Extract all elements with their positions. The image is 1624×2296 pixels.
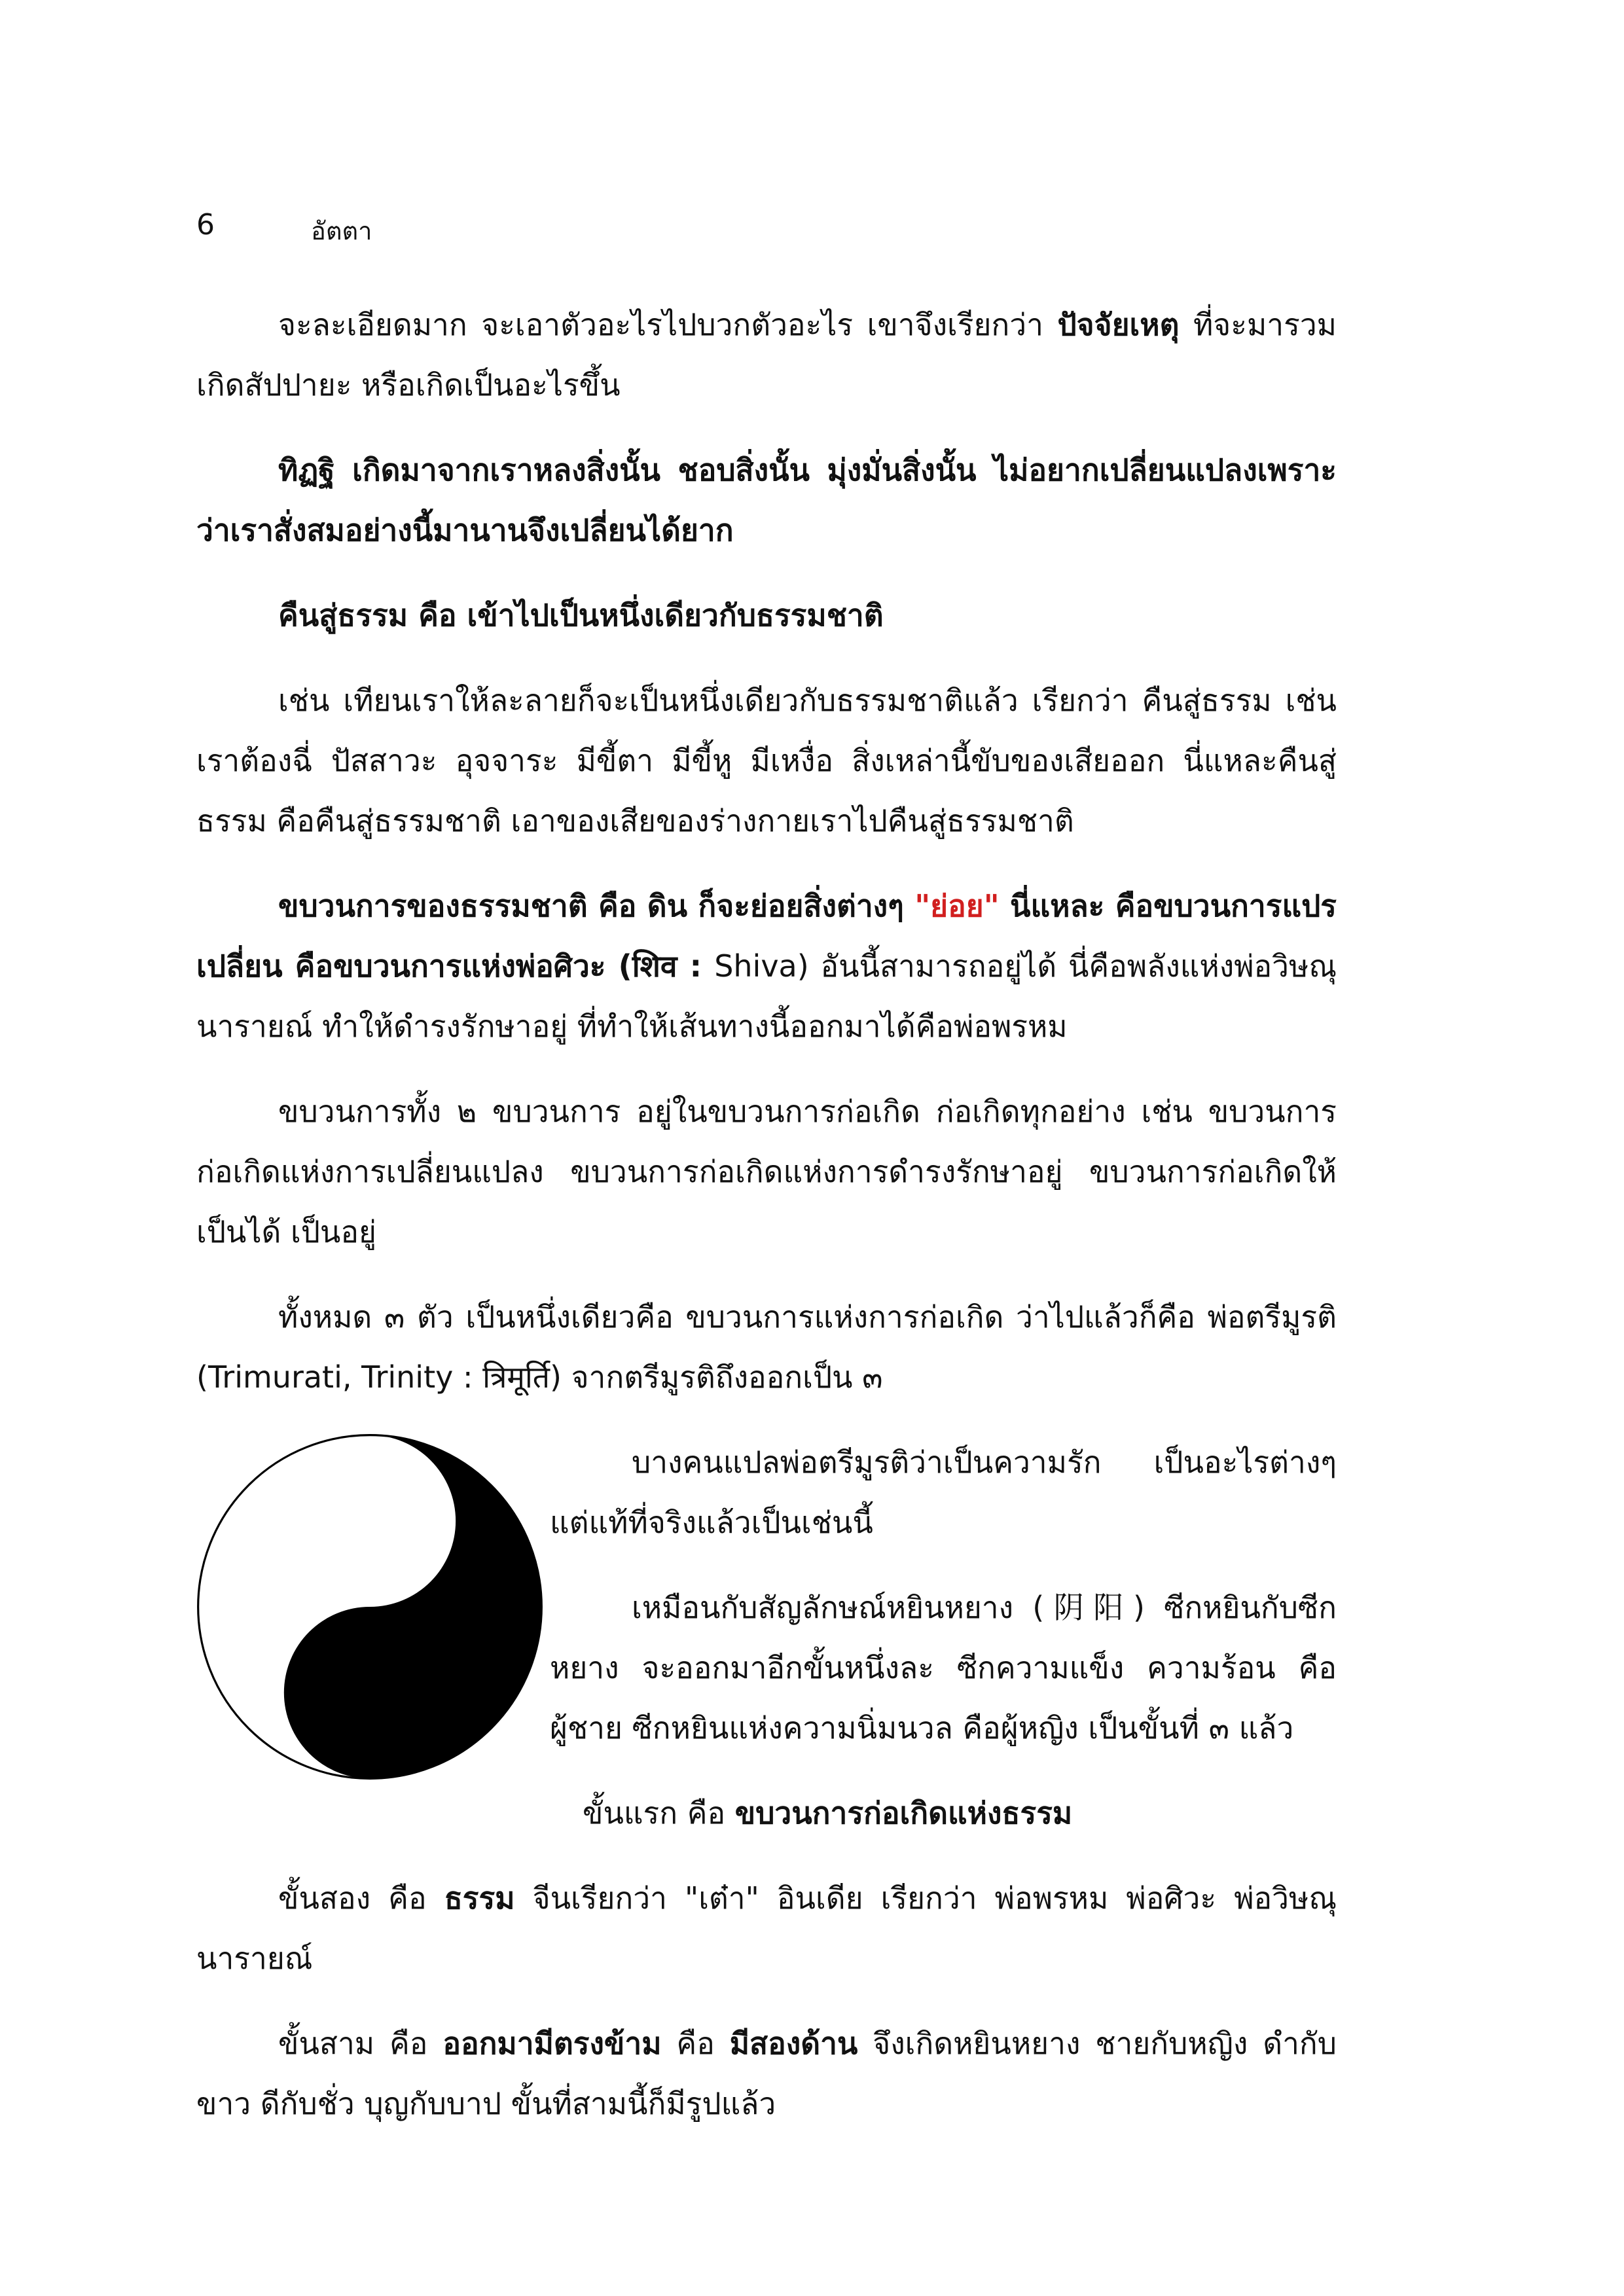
paragraph-5 xyxy=(196,876,1337,1056)
text-run: เช่น เทียนเราให้ละลายก็จะเป็นหนึ่งเดียวกับธรรมชาติแล้ว เรียกว่า คืนสู่ธรรม เช่น เราต้องฉี่ ปัสสาวะ อุจจาระ มีขี้ตา มีขี้หู มีเหงื่อ สิ่งเหล่านี้ขับของเสียออก นี่แหละคืนสู่ธรรม คือคืนสู่ธรรมชาติ เอาของเสียของร่างกายเราไปคืนสู่ธรรมชาติ xyxy=(196,683,1337,838)
text-run: ทั้งหมด ๓ ตัว เป็นหนึ่งเดียวคือ ขบวนการแห่งการก่อเกิด ว่าไปแล้วก็คือ พ่อตรีมูรติ (Trimurati, Trinity : xyxy=(196,1299,1337,1395)
bold-run: ออกมามีตรงข้าม xyxy=(442,2026,662,2061)
text-run: ขบวนการทั้ง ๒ ขบวนการ อยู่ในขบวนการก่อเกิด ก่อเกิดทุกอย่าง เช่น ขบวนการก่อเกิดแห่งการเปลี่ยนแปลง ขบวนการก่อเกิดแห่งการดำรงรักษาอยู่ ขบวนการก่อเกิดให้เป็นได้ เป็นอยู่ xyxy=(196,1094,1337,1249)
text-run: จีนเรียกว่า "เต๋า" อินเดีย เรียกว่า พ่อพรหม พ่อศิวะ พ่อวิษณุนารายณ์ xyxy=(196,1880,1337,1976)
paragraph-2 xyxy=(196,440,1337,560)
text-run: ขั้นสอง คือ xyxy=(278,1880,444,1916)
paragraph-11 xyxy=(196,1868,1337,1988)
text-run: เหมือนกับสัญลักษณ์หยินหยาง ( xyxy=(632,1590,1045,1625)
bold-run: คืนสู่ธรรม คือ เข้าไปเป็นหนึ่งเดียวกับธรรมชาติ xyxy=(278,598,884,633)
bold-run: ขบวนการของธรรมชาติ คือ ดิน ก็จะย่อยสิ่งต่างๆ xyxy=(278,888,915,924)
text-run: ) ซีกหยินกับซีกหยาง จะออกมาอีกขั้นหนึ่งละ ซีกความแข็ง ความร้อน คือผู้ชาย ซีกหยินแห่งความนิ่มนวล คือผู้หญิง เป็นขั้นที่ ๓ แล้ว xyxy=(550,1590,1337,1746)
paragraph-12 xyxy=(196,2013,1337,2134)
bold-run: นี่แหละ คือขบวนการแปรเปลี่ยน คือขบวนการแห่งพ่อศิวะ (शिव : xyxy=(196,888,1337,984)
page-number: 6 xyxy=(196,208,215,242)
paragraph-7 xyxy=(196,1287,1337,1407)
text-run: Shiva) อันนี้สามารถอยู่ได้ นี่คือพลังแห่งพ่อวิษณุนารายณ์ ทำให้ดำรงรักษาอยู่ ที่ทำให้เส้นทางนี้ออกมาได้คือพ่อพรหม xyxy=(196,948,1337,1044)
paragraph-10 xyxy=(196,1783,1337,1843)
text-run: ที่จะมารวมเกิดสัปปายะ หรือเกิดเป็นอะไรขึ้น xyxy=(196,307,1337,403)
text-run: ขั้นสาม คือ xyxy=(278,2026,443,2061)
yin-yang-icon xyxy=(196,1433,543,1780)
text-run: จึงเกิดหยินหยาง ชายกับหญิง ดำกับขาว ดีกับชั่ว บุญกับบาป ขั้นที่สามนี้ก็มีรูปแล้ว xyxy=(196,2026,1337,2121)
text-run: บางคนแปลพ่อตรีมูรติว่าเป็นความรัก เป็นอะไรต่างๆ แต่แท้ที่จริงแล้วเป็นเช่นนี้ xyxy=(550,1444,1337,1540)
text-run: ขั้นแรก คือ xyxy=(583,1795,735,1831)
chinese-term: 阴阳 xyxy=(1044,1590,1133,1625)
running-title: อัตตา xyxy=(311,217,372,245)
body-text xyxy=(196,295,1337,2159)
paragraph-1 xyxy=(196,295,1337,415)
bold-run: ขบวนการก่อเกิดแห่งธรรม xyxy=(734,1795,1073,1831)
text-run: จะละเอียดมาก จะเอาตัวอะไรไปบวกตัวอะไร เขาจึงเรียกว่า xyxy=(278,307,1058,342)
bold-run: ทิฏฐิ เกิดมาจากเราหลงสิ่งนั้น ชอบสิ่งนั้น มุ่งมั่นสิ่งนั้น ไม่อยากเปลี่ยนแปลงเพราะว่าเราสั่งสมอย่างนี้มานานจึงเปลี่ยนได้ยาก xyxy=(196,452,1337,548)
bold-run: ธรรม xyxy=(444,1880,515,1916)
text-run: ) จากตรีมูรติถึงออกเป็น ๓ xyxy=(550,1359,883,1395)
figure-wrap xyxy=(196,1432,1337,1783)
paragraph-4 xyxy=(196,670,1337,851)
bold-run: ปัจจัยเหตุ xyxy=(1057,307,1180,342)
paragraph-6 xyxy=(196,1081,1337,1262)
red-highlight: "ย่อย" xyxy=(914,888,1000,924)
bold-run: มีสองด้าน xyxy=(729,2026,858,2061)
sanskrit-term: त्रिमूर्ति xyxy=(482,1359,550,1395)
text-run: คือ xyxy=(661,2026,730,2061)
paragraph-3 xyxy=(196,585,1337,645)
